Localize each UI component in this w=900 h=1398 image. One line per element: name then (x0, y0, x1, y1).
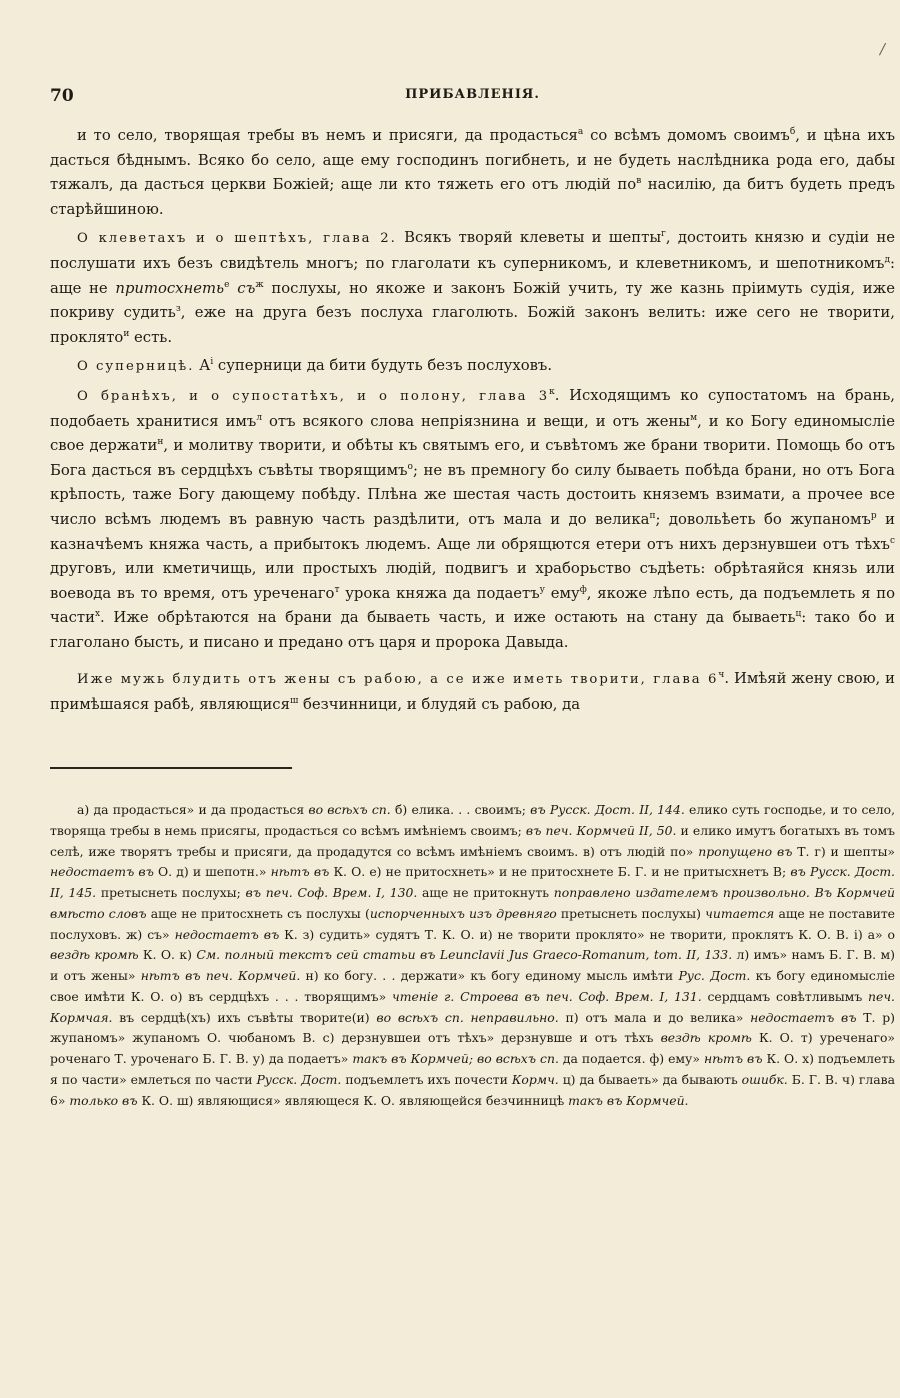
footnote-divider (50, 767, 292, 769)
paragraph-4 (50, 384, 895, 656)
section-heading-adultery: Иже мужь блудить отъ жены съ рабою, а се иже иметь творити, глава 6 (77, 672, 719, 688)
paragraph-5 (50, 667, 895, 717)
section-heading-battles: О бранѣхъ, и о супостатѣхъ, и о полону, глава 3 (77, 388, 550, 404)
book-page (50, 0, 895, 1398)
paragraph-2 (50, 226, 895, 350)
footnotes (50, 800, 895, 1111)
footnotes-text: а) да продасться» и да продасться во всѣхъ сп. б) елика. . . своимъ; въ Русск. Дост. II, 144. елико суть господье, и то село, творяща требы в немь присягы, продасться со всѣмъ имѣніемъ своимъ; въ печ. Кормчей II, 50. и елико имутъ богатыхъ въ томъ селѣ, иже творятъ требы и присяги, да продадутся со всѣмъ имѣніемъ своимъ. в) отъ людій по» пропущено въ Т. г) и шепты» недостаетъ въ О. д) и шепотн.» нѣтъ въ К. О. е) не притосхнеть» и не притосхнете Б. Г. и не притысхнетъ В; въ Русск. Дост. II, 145. претыснеть послухы; въ печ. Соф. Врем. I, 130. аще не притокнуть поправлено издателемъ произвольно. Въ Кормчей вмѣсто словъ аще не притосхнеть съ послухы (испорченныхъ изъ древняго претыснеть послухы) читается аще не поставите послуховъ. ж) съ» недостаетъ въ К. з) судить» судятъ Т. К. О. и) не творити проклято» не творити, проклятъ К. О. В. і) а» о вездѣ кромѣ К. О. к) См. полный текстъ сей статьи въ Leunclavii Jus Graeco-Romanum, tom. II, 133. л) имъ» намъ Б. Г. В. м) и отъ жены» нѣтъ въ печ. Кормчей. н) ко богу. . . держати» къ богу единому мысль имѣти Рус. Дост. къ богу единомысліе свое имѣти К. О. о) въ сердцѣхъ . . . творящимъ» чтеніе г. Строева въ печ. Соф. Врем. I, 131. сердцамъ совѣтливымъ печ. Кормчая. въ сердцѣ(хъ) ихъ съвѣты творите(и) во всѣхъ сп. неправильно. п) отъ мала и до велика» недостаетъ въ Т. р) жупаномъ» жупаномъ О. чюбаномъ В. с) дерзнувшеи отъ тѣхъ» дерзнувше и отъ тѣхъ вездѣ кромѣ К. О. т) уреченаго» роченаго Т. уроченаго Б. Г. В. у) да подаетъ» такъ въ Кормчей; во всѣхъ сп. да подается. ф) ему» нѣтъ въ К. О. х) подъемлеть я по части» емлеться по части Русск. Дост. подъемлетъ ихъ почести Кормч. ц) да бываеть» да бывають ошибк. Б. Г. В. ч) глава 6» только въ К. О. ш) являющися» являющеся К. О. являющейся безчинницѣ такъ въ Кормчей. (50, 802, 896, 1108)
paragraph-5-text: $^ч$. Имѣяй жену свою, и примѣшаяся рабѣ, являющися$^ш$ безчинници, и блудяй съ рабою, да (50, 670, 895, 714)
section-heading-slander: О клеветахъ и о шептѣхъ, глава 2. (77, 231, 397, 247)
pencil-mark: / (879, 40, 885, 58)
paragraph-4-text: $^к$. Исходящимъ ко супостатомъ на брань, подобаеть хранитися имъ$^л$ отъ всякого слова непріязнина и вещи, и отъ жены$^м$, и ко Богу единомысліе свое держати$^н$, и молитву творити, и обѣты къ святымъ его, и съвѣтомъ же брани творити. Помощь бо отъ Бога дасться въ сердцѣхъ съвѣты творящимъ$^о$; не въ премногу бо силу бываеть побѣда брани, но отъ Бога крѣпость, таже Богу дающему побѣду. Плѣна же шестая часть достоить княземъ взимати, а прочее все число всѣмъ людемъ въ равную часть раздѣлити, отъ мала и до велика$^п$; довольѣеть бо жупаномъ$^р$ и казначѣемъ княжа часть, а прибытокъ людемъ. Аще ли обрящются етери отъ нихъ дерзнувшеи отъ тѣхъ$^с$ друговъ, или кметичищь, или простыхъ людій, подвигъ и храборьство съдѣеть: обрѣтаяйся князь или воевода въ то время, отъ уреченаго$^т$ урока княжа да подаетъ$^у$ ему$^ф$, якоже лѣпо есть, да подъемлеть я по части$^х$. Иже обрѣтаются на брани да бываеть часть, и иже остають на стану да бываеть$^ц$: тако бо и глаголано бысть, и писано и предано отъ царя и пророка Давыда. (50, 386, 895, 651)
running-head (50, 86, 895, 110)
paragraph-1-text: и то село, творящая требы въ немъ и присяги, да продасться$^а$ со всѣмъ домомъ своимъ$^б$, и цѣна ихъ дасться бѣднымъ. Всяко бо село, аще ему господинъ погибнеть, и не будеть наслѣдника рода его, дабы тяжалъ, да дасться церкви Божіей; аще ли кто тяжеть его отъ людій $по^в$ насилію, да битъ будеть предъ старѣйшиною. (50, 127, 895, 218)
section-heading-rival: О суперницѣ. (77, 359, 195, 375)
paragraph-3 (50, 354, 895, 380)
main-text (50, 124, 895, 722)
paragraph-1 (50, 124, 895, 222)
running-title: ПРИБАВЛЕНІЯ. (405, 87, 540, 102)
paragraph-2-text: Всякъ творяй клеветы и шепты$^г$, достоить князю и судіи не послушати ихъ безъ свидѣтель многъ; по глаголати къ суперникомъ, и клеветникомъ, и шепотникомъ$^д$: аще не притосхнеть$^е$ $съ^ж$ послухы, но якоже и законъ Божій учить, ту же казнь пріимуть судія, иже покриву судить$^з$, еже на друга безъ послуха глаголють. Божій законъ велить: иже сего не творити, проклято$^и$ есть. (50, 229, 895, 346)
page-number: 70 (50, 86, 74, 106)
paragraph-3-text: $А^і$ суперници да бити будуть безъ послуховъ. (194, 357, 553, 375)
